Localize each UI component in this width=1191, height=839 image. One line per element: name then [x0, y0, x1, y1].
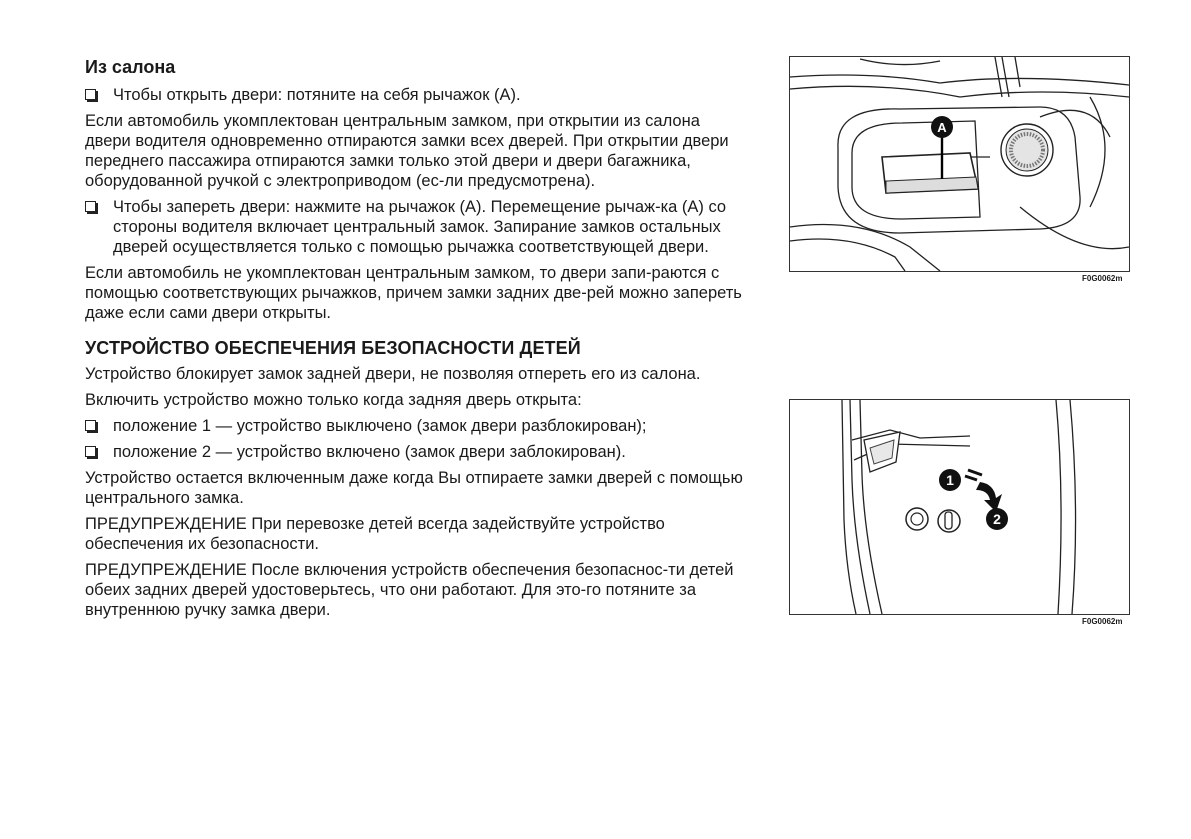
door-lever-illustration	[790, 57, 1129, 271]
figure-child-lock	[789, 399, 1130, 615]
figure2-code: F0G0062m	[1082, 617, 1123, 626]
paragraph-no-central-lock: Если автомобиль не укомплектован центральным замком, то двери запи-раются с помощью соответствующих рычажков, причем замки задних две-рей можно запереть даже если сами двери открыты.	[85, 264, 742, 322]
bullet-box-icon	[85, 446, 96, 457]
paragraph-device-blocks: Устройство блокирует замок задней двери, не позволяя отпереть его из салона.	[85, 365, 701, 383]
section-title-child-safety: УСТРОЙСТВО ОБЕСПЕЧЕНИЯ БЕЗОПАСНОСТИ ДЕТЕЙ	[85, 338, 581, 358]
child-lock-illustration	[790, 400, 1129, 614]
position-1-label: 1	[946, 472, 954, 488]
paragraph-device-stays-on: Устройство остается включенным даже когда Вы отпираете замки дверей с помощью центрального замка.	[85, 469, 743, 507]
text-column	[85, 56, 745, 626]
paragraph-enable-device: Включить устройство можно только когда задняя дверь открыта:	[85, 391, 582, 409]
warning-children: ПРЕДУПРЕЖДЕНИЕ При перевозке детей всегда задействуйте устройство обеспечения их безопасности.	[85, 515, 665, 553]
bullet-box-icon	[85, 201, 96, 212]
bullet-box-icon	[85, 89, 96, 100]
warning-check-devices: ПРЕДУПРЕЖДЕНИЕ После включения устройств обеспечения безопаснос-ти детей обеих задних дверей удостоверьтесь, что они работают. Для это-го потяните за внутреннюю ручку замка двери.	[85, 561, 734, 619]
figure1-code: F0G0062m	[1082, 274, 1123, 283]
figure-door-lever	[789, 56, 1130, 272]
paragraph-central-lock: Если автомобиль укомплектован центральным замком, при открытии из салона двери водителя одновременно отпираются замки всех дверей. При открытии двери переднего пассажира отпираются замки только этой двери и двери багажника, оборудованной ручкой с электроприводом (ес-ли предусмотрена).	[85, 112, 729, 190]
bullet-position-2: положение 2 — устройство включено (замок двери заблокирован).	[85, 442, 745, 462]
section-title-from-cabin: Из салона	[85, 57, 176, 77]
position-2-label: 2	[993, 511, 1001, 527]
callout-a-label: A	[937, 120, 947, 135]
bullet-open-doors: Чтобы открыть двери: потяните на себя рычажок (А).	[85, 85, 745, 105]
bullet-lock-doors: Чтобы запереть двери: нажмите на рычажок (А). Перемещение рычаж-ка (А) со стороны водителя включает центральный замок. Запирание замков остальных дверей осуществляется только с помощью рычажка соответствующей двери.	[85, 197, 745, 257]
bullet-box-icon	[85, 420, 96, 431]
bullet-position-1: положение 1 — устройство выключено (замок двери разблокирован);	[85, 416, 745, 436]
